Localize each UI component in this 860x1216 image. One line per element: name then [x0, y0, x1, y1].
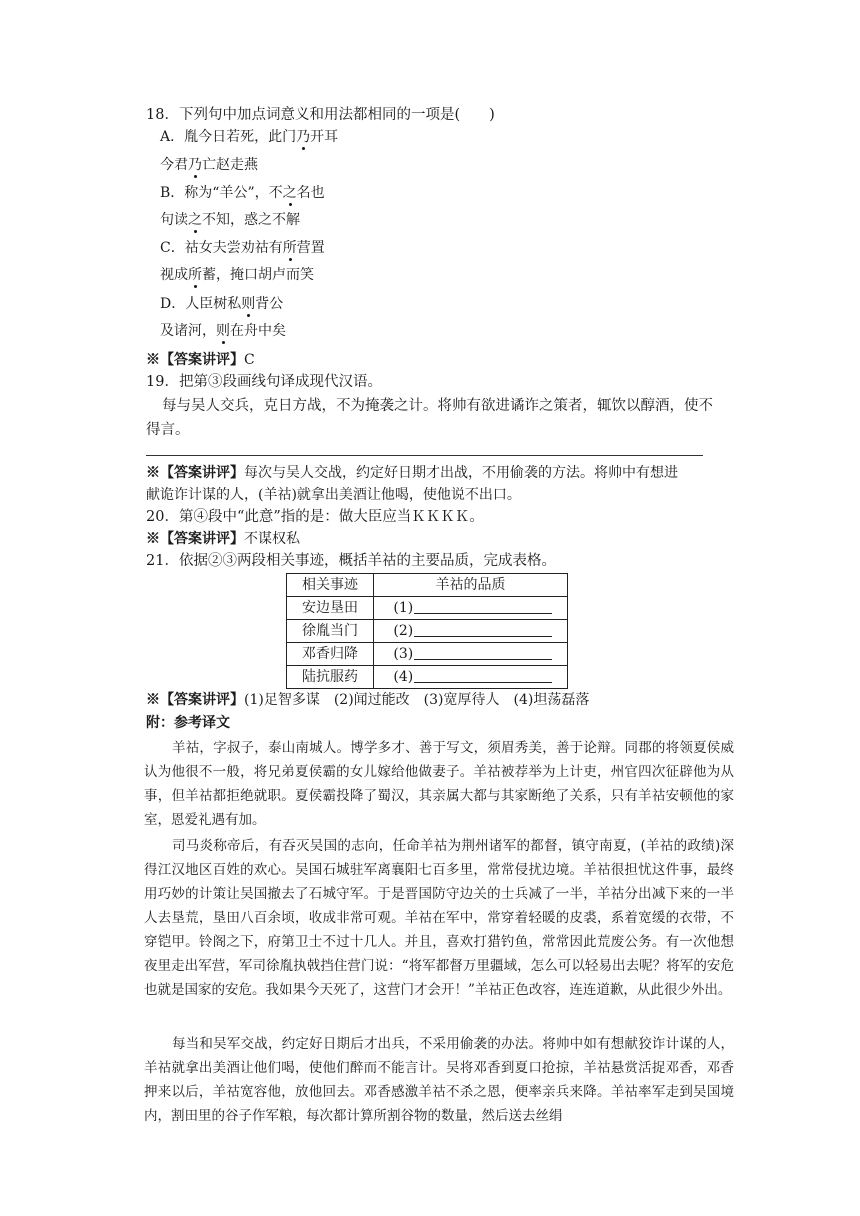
answer-tag: ※【答案讲评】	[146, 352, 244, 368]
answer-text: 不谋权私	[244, 531, 300, 547]
option-b-line-2: 句读之不知，惑之不解	[160, 212, 300, 228]
fill-blank-line	[414, 622, 552, 637]
answer-text: 每次与吴人交战，约定好日期才出战，不用偷袭的方法。将帅中有想进	[244, 465, 678, 481]
question-21-answer	[146, 690, 589, 710]
question-20-answer	[146, 529, 300, 549]
table-cell-blank: (4)	[374, 666, 568, 689]
fill-blank-line	[414, 599, 552, 614]
table-cell-blank: (1)	[374, 597, 568, 620]
question-19-answer-line-1	[146, 463, 678, 483]
fill-blank-line	[414, 668, 552, 683]
question-21-stem: 21．依据②③两段相关事迹，概括羊祜的主要品质，完成表格。	[146, 553, 556, 569]
emphasized-word: 乃	[188, 157, 202, 173]
emphasized-word: 之	[282, 185, 297, 201]
option-c-line-2: 视成所蓄，掩口胡卢而笑	[160, 267, 314, 283]
fill-blank-line	[414, 645, 552, 660]
table-cell-event: 徐胤当门	[287, 620, 374, 643]
option-d-line-1: D．人臣树私则背公	[160, 296, 284, 312]
question-19-text-line-1: 每与吴人交兵，克日方战，不为掩袭之计。将帅有欲进谲诈之策者，辄饮以醇酒，使不	[162, 398, 713, 414]
table-cell-event: 安边垦田	[287, 597, 374, 620]
question-19-answer-line-2: 献诡诈计谋的人，(羊祜)就拿出美酒让他喝，使他说不出口。	[146, 487, 521, 503]
qualities-table	[286, 573, 568, 689]
table-row	[287, 643, 568, 666]
table-header-row	[287, 574, 568, 597]
emphasized-word: 之	[188, 212, 202, 228]
translation-paragraph-2: 司马炎称帝后，有吞灭吴国的志向，任命羊祜为荆州诸军的都督，镇守南夏，(羊祜的政绩)深得江汉地区百姓的欢心。吴国石城驻军离襄阳七百多里，常常侵扰边境。羊祜很担忧这件事，最终用巧妙的计策让吴国撤去了石城守军。于是晋国防守边关的士兵减了一半，羊祜分出减下来的一半人去垦荒，垦田八百余顷，收成非常可观。羊祜在军中，常穿着轻暖的皮裘，系着宽缓的衣带，不穿铠甲。铃阁之下，府第卫士不过十几人。并且，喜欢打猎钓鱼，常常因此荒废公务。有一次他想夜里走出军营，军司徐胤执戟挡住营门说：“将军都督万里疆域，怎么可以轻易出去呢？将军的安危也就是国家的安危。我如果今天死了，这营门才会开！”羊祜正色改容，连连道歉，从此很少外出。	[144, 838, 734, 998]
table-cell-blank: (3)	[374, 643, 568, 666]
table-row	[287, 620, 568, 643]
emphasized-word: 所	[188, 267, 202, 283]
table-row	[287, 597, 568, 620]
table-cell-blank: (2)	[374, 620, 568, 643]
option-a-line-1: A．胤今日若死，此门乃开耳	[160, 129, 339, 145]
answer-text: C	[244, 352, 255, 368]
answer-tag: ※【答案讲评】	[146, 465, 244, 481]
option-b-line-1: B．称为“羊公”，不之名也	[160, 185, 325, 201]
emphasized-word: 则	[241, 296, 256, 312]
option-a-line-2: 今君乃亡赵走燕	[160, 157, 258, 173]
table-header-cell: 相关事迹	[287, 574, 374, 597]
option-c-line-1: C．祜女夫尝劝祜有所营置	[160, 240, 325, 256]
emphasized-word: 所	[282, 240, 297, 256]
appendix-title: 附：参考译文	[146, 715, 230, 731]
table-cell-event: 邓香归降	[287, 643, 374, 666]
table-row	[287, 666, 568, 689]
question-20-stem: 20．第④段中“此意”指的是：做大臣应当ＫＫＫＫ。	[146, 509, 484, 525]
table-cell-event: 陆抗服药	[287, 666, 374, 689]
table-header-cell: 羊祜的品质	[374, 574, 568, 597]
answer-write-line	[146, 455, 703, 456]
answer-tag: ※【答案讲评】	[146, 531, 244, 547]
emphasized-word: 乃	[296, 129, 311, 145]
answer-tag: ※【答案讲评】	[146, 692, 244, 708]
translation-paragraph-3: 每当和吴军交战，约定好日期后才出兵，不采用偷袭的办法。将帅中如有想献狡诈计谋的人，羊祜就拿出美酒让他们喝，使他们醉而不能言计。吴将邓香到夏口抢掠，羊祜悬赏活捉邓香，邓香押来以后，羊祜宽容他，放他回去。邓香感激羊祜不杀之恩，便率亲兵来降。羊祜率军走到吴国境内，割田里的谷子作军粮，每次都计算所割谷物的数量，然后送去丝绢	[144, 1036, 734, 1124]
answer-text: (1)足智多谋 (2)闻过能改 (3)宽厚待人 (4)坦荡磊落	[244, 692, 590, 708]
option-d-line-2: 及诸河，则在舟中矣	[160, 323, 286, 339]
question-18-answer	[146, 350, 255, 370]
question-19-stem: 19．把第③段画线句译成现代汉语。	[146, 374, 382, 390]
translation-paragraph-1: 羊祜，字叔子，泰山南城人。博学多才、善于写文，须眉秀美，善于论辩。同郡的将领夏侯威认为他很不一般，将兄弟夏侯霸的女儿嫁给他做妻子。羊祜被荐举为上计吏，州官四次征辟他为从事，但羊祜都拒绝就职。夏侯霸投降了蜀汉，其亲属大都与其家断绝了关系，只有羊祜安顿他的家室，恩爱礼遇有加。	[144, 740, 734, 828]
emphasized-word: 则	[216, 323, 230, 339]
question-19-text-line-2: 得言。	[146, 422, 190, 438]
question-18-stem: 18．下列句中加点词意义和用法都相同的一项是( )	[146, 107, 495, 123]
